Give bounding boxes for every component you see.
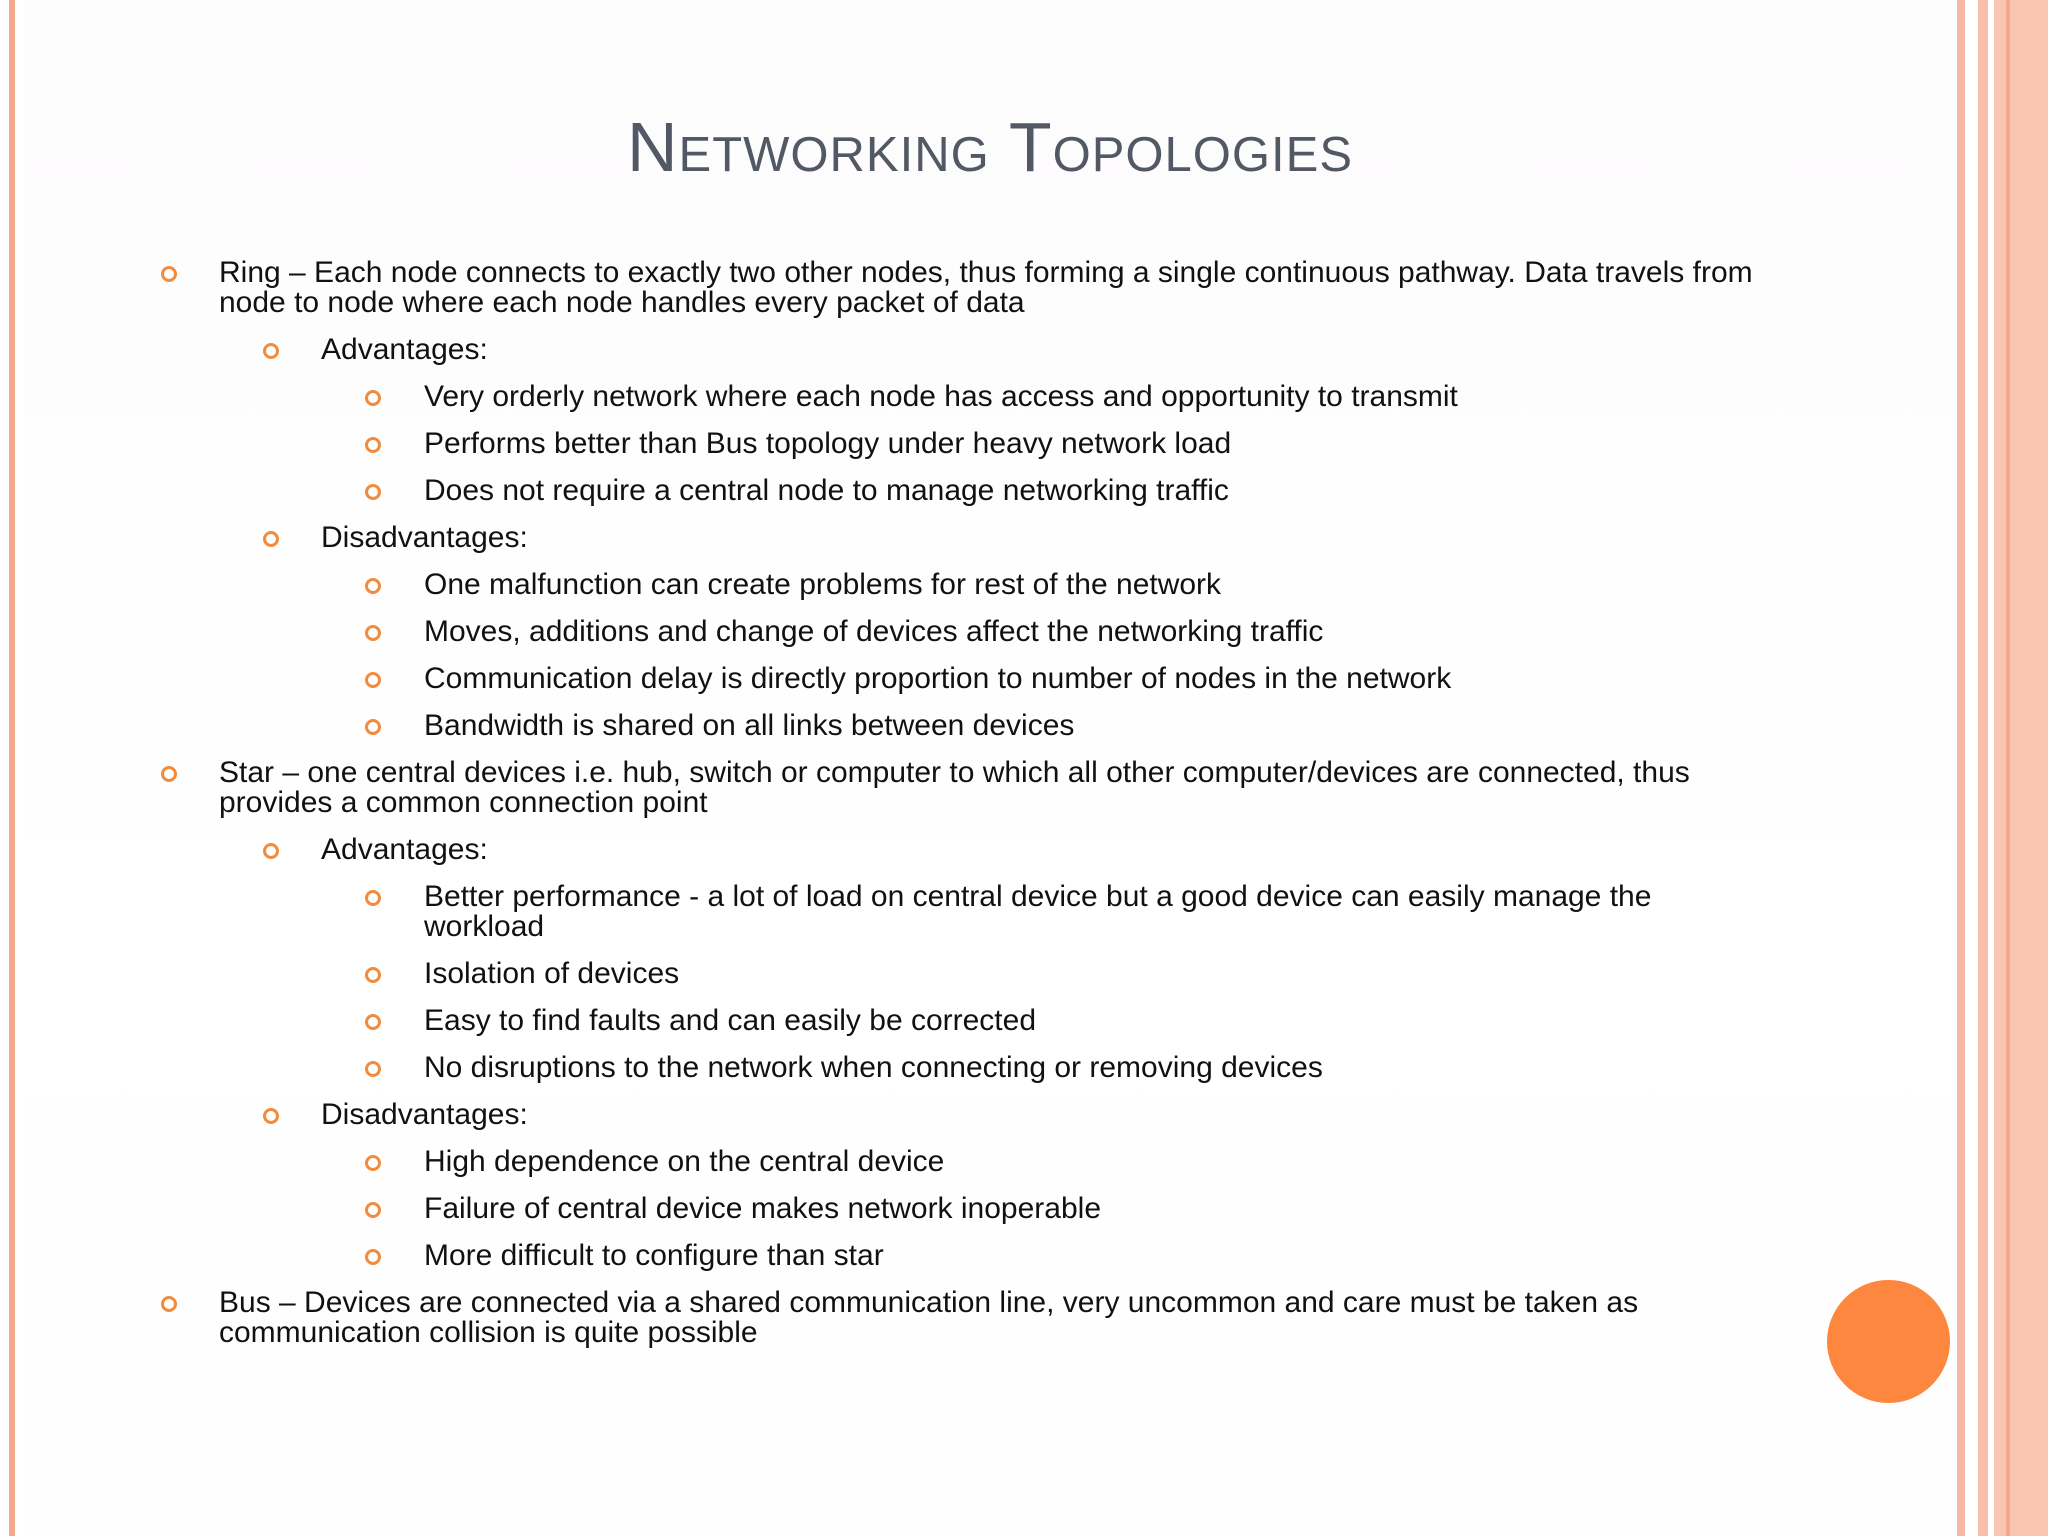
bullet-icon	[365, 390, 381, 406]
bullet-text: Bus – Devices are connected via a shared communication line, very uncommon and care must be taken as communication collision is quite possible	[219, 1286, 1639, 1349]
bullet-icon	[365, 1061, 381, 1077]
bullet-text: High dependence on the central device	[424, 1145, 945, 1178]
bullet-text: Bandwidth is shared on all links between devices	[424, 709, 1075, 742]
list-item	[150, 1053, 1770, 1083]
bullet-text: Ring – Each node connects to exactly two other nodes, thus forming a single continuous pathway. Data travels from node to node where each node handles every packet of data	[219, 256, 1753, 319]
bullet-icon	[365, 1155, 381, 1171]
bullet-icon	[365, 625, 381, 641]
bullet-icon	[263, 843, 279, 859]
subbullet-ring-disadvantages	[150, 523, 1770, 553]
bullet-icon	[365, 890, 381, 906]
list-item	[150, 476, 1770, 506]
list-item	[150, 1006, 1770, 1036]
bullet-text: Does not require a central node to manage networking traffic	[424, 474, 1229, 507]
list-item	[150, 711, 1770, 741]
list-item	[150, 1194, 1770, 1224]
bullet-text: Disadvantages:	[321, 1098, 528, 1131]
list-item	[150, 382, 1770, 412]
bullet-icon	[365, 578, 381, 594]
bullet-icon	[365, 719, 381, 735]
left-border-decoration	[0, 0, 24, 1536]
bullet-text: Isolation of devices	[424, 957, 680, 990]
bullet-star	[150, 758, 1770, 818]
bullet-text: Very orderly network where each node has access and opportunity to transmit	[424, 380, 1458, 413]
bullet-icon	[365, 967, 381, 983]
bullet-text: Performs better than Bus topology under heavy network load	[424, 427, 1232, 460]
bullet-icon	[365, 1014, 381, 1030]
right-border-stripe	[1978, 0, 1988, 1536]
bullet-text: No disruptions to the network when connecting or removing devices	[424, 1051, 1323, 1084]
bullet-icon	[263, 1108, 279, 1124]
list-item	[150, 1147, 1770, 1177]
subbullet-star-advantages	[150, 835, 1770, 865]
right-border-stripe	[1994, 0, 2048, 1536]
accent-circle	[1827, 1280, 1950, 1403]
bullet-text: Advantages:	[321, 333, 488, 366]
bullet-text: Communication delay is directly proportion to number of nodes in the network	[424, 662, 1452, 695]
bullet-text: Failure of central device makes network inoperable	[424, 1192, 1102, 1225]
bullet-bus	[150, 1288, 1770, 1348]
subbullet-star-disadvantages	[150, 1100, 1770, 1130]
list-item	[150, 429, 1770, 459]
bullet-text: Star – one central devices i.e. hub, switch or computer to which all other computer/devices are connected, thus provides a common connection point	[219, 756, 1690, 819]
bullet-icon	[263, 531, 279, 547]
list-item	[150, 570, 1770, 600]
bullet-list	[150, 258, 1770, 1348]
list-item	[150, 664, 1770, 694]
list-item	[150, 882, 1770, 942]
bullet-text: More difficult to configure than star	[424, 1239, 884, 1272]
bullet-icon	[161, 1296, 177, 1312]
bullet-icon	[365, 437, 381, 453]
list-item	[150, 1241, 1770, 1271]
list-item	[150, 617, 1770, 647]
bullet-text: Better performance - a lot of load on central device but a good device can easily manage the workload	[424, 880, 1652, 943]
bullet-text: Advantages:	[321, 833, 488, 866]
bullet-icon	[365, 1249, 381, 1265]
right-border-stripe	[1957, 0, 1965, 1536]
bullet-text: One malfunction can create problems for rest of the network	[424, 568, 1222, 601]
bullet-text: Disadvantages:	[321, 521, 528, 554]
list-item	[150, 959, 1770, 989]
bullet-icon	[365, 484, 381, 500]
bullet-text: Easy to find faults and can easily be corrected	[424, 1004, 1037, 1037]
bullet-text: Moves, additions and change of devices affect the networking traffic	[424, 615, 1324, 648]
bullet-icon	[161, 766, 177, 782]
bullet-ring	[150, 258, 1770, 318]
slide-title: Networking Topologies	[626, 108, 1354, 186]
bullet-icon	[365, 1202, 381, 1218]
bullet-icon	[263, 343, 279, 359]
right-border-stripe	[2006, 0, 2010, 1536]
bullet-icon	[161, 266, 177, 282]
subbullet-ring-advantages	[150, 335, 1770, 365]
bullet-icon	[365, 672, 381, 688]
